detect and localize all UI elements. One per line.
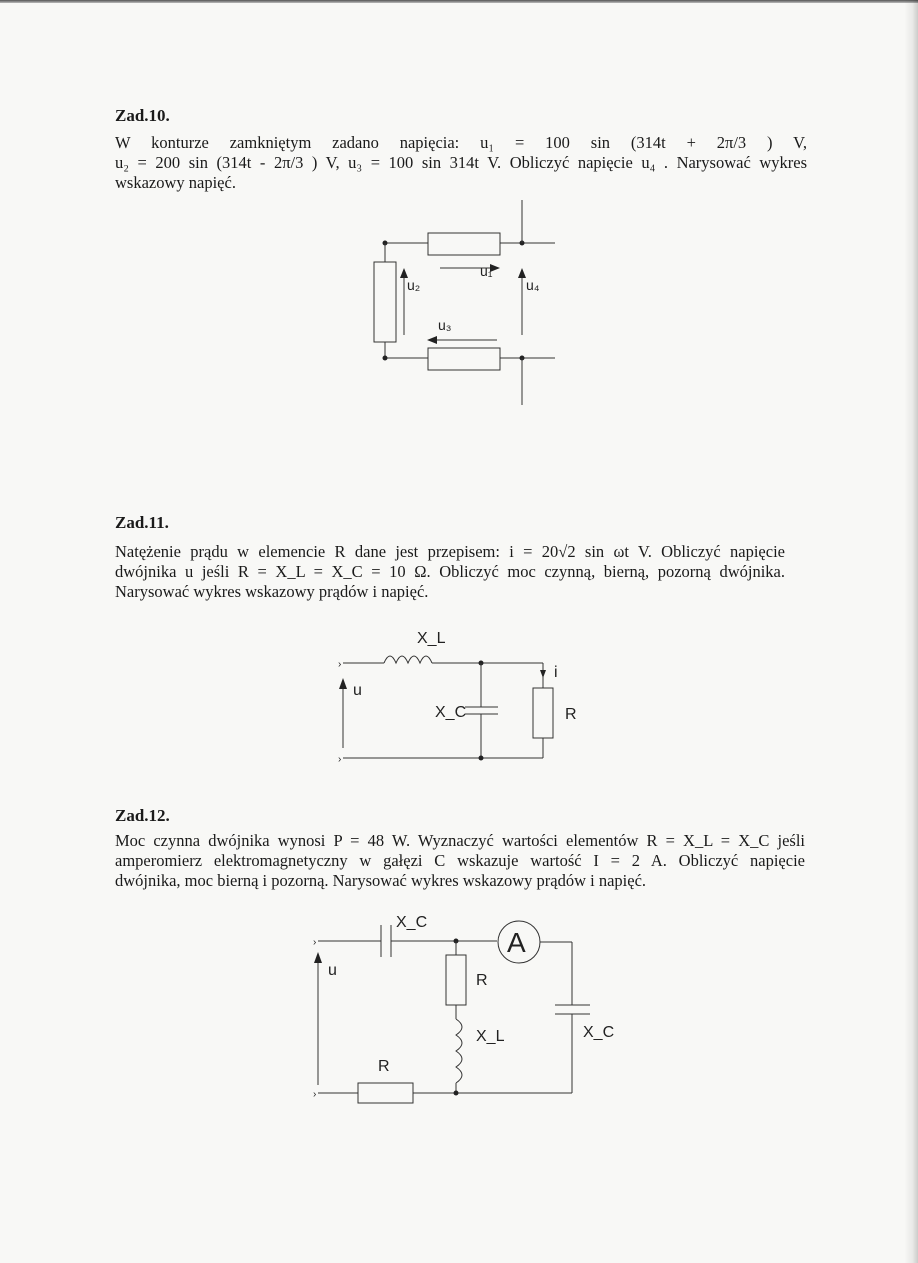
problem-12-text <box>115 831 805 891</box>
resistor-bottom <box>428 348 500 370</box>
terminal-mark: › <box>338 754 342 765</box>
label-xl: X_L <box>417 630 446 647</box>
resistor-r-mid <box>446 955 466 1005</box>
label-u4: u₄ <box>526 277 540 293</box>
i-arrowhead <box>540 670 546 678</box>
circuit-11 <box>0 620 918 780</box>
u3-arrowhead <box>427 336 437 344</box>
label-u2: u₂ <box>407 277 421 293</box>
resistor-left <box>374 262 396 342</box>
label-xc-top: X_C <box>396 914 428 931</box>
label-xc-right: X_C <box>583 1024 615 1041</box>
problem-10-line-2: u₂ = 200 sin (314t - 2π/3 ) V, u₃ = 100 sin 314t V. Obliczyć napięcie u₄ . Narysować wykres <box>115 153 807 172</box>
u-arrowhead <box>339 678 347 689</box>
label-u3: u₃ <box>438 317 452 333</box>
node <box>479 756 484 761</box>
node <box>383 356 388 361</box>
resistor-r <box>533 688 553 738</box>
problem-10-text <box>115 133 807 193</box>
inductor-xl <box>384 656 432 663</box>
problem-11-title: Zad.11. <box>115 513 169 532</box>
terminal-mark: › <box>313 1089 317 1100</box>
problem-12-title: Zad.12. <box>115 806 170 825</box>
label-ammeter: A <box>507 927 526 958</box>
terminal-mark: › <box>313 937 317 948</box>
label-r: R <box>565 706 577 723</box>
problem-11-line-2: dwójnika u jeśli R = X_L = X_C = 10 Ω. Obliczyć moc czynną, bierną, pozorną dwójnika. <box>115 562 785 581</box>
problem-10-line-1: W konturze zamkniętym zadano napięcia: u₁ = 100 sin (314t + 2π/3 ) V, <box>115 133 807 152</box>
label-u1: u₁ <box>480 263 493 279</box>
label-i: i <box>554 664 558 681</box>
terminal-mark: › <box>338 659 342 670</box>
label-u: u <box>353 682 362 699</box>
label-u: u <box>328 962 337 979</box>
problem-10-line-3: wskazowy napięć. <box>115 173 236 192</box>
resistor-r-bottom <box>358 1083 413 1103</box>
circuit-10 <box>0 190 918 420</box>
label-r-mid: R <box>476 972 488 989</box>
u-arrowhead <box>314 952 322 963</box>
problem-11-line-3: Narysować wykres wskazowy prądów i napięć. <box>115 582 429 601</box>
problem-11-text <box>115 542 785 602</box>
inductor-xl <box>456 1019 462 1083</box>
label-r-bottom: R <box>378 1058 390 1075</box>
problem-10-title: Zad.10. <box>115 106 170 125</box>
node <box>454 1091 459 1096</box>
problem-11-line-1: Natężenie prądu w elemencie R dane jest przepisem: i = 20√2 sin ωt V. Obliczyć napięcie <box>115 542 785 561</box>
problem-12-line-3: dwójnika, moc bierną i pozorną. Narysować wykres wskazowy prądów i napięć. <box>115 871 647 890</box>
label-xc: X_C <box>435 704 467 721</box>
circuit-12 <box>0 905 918 1105</box>
scan-edge-top <box>0 0 918 3</box>
u4-arrowhead <box>518 268 526 278</box>
label-xl: X_L <box>476 1028 505 1045</box>
resistor-top <box>428 233 500 255</box>
problem-12-line-2: amperomierz elektromagnetyczny w gałęzi C wskazuje wartość I = 2 A. Obliczyć napięcie <box>115 851 805 870</box>
problem-12-line-1: Moc czynna dwójnika wynosi P = 48 W. Wyznaczyć wartości elementów R = X_L = X_C jeśli <box>115 831 805 850</box>
